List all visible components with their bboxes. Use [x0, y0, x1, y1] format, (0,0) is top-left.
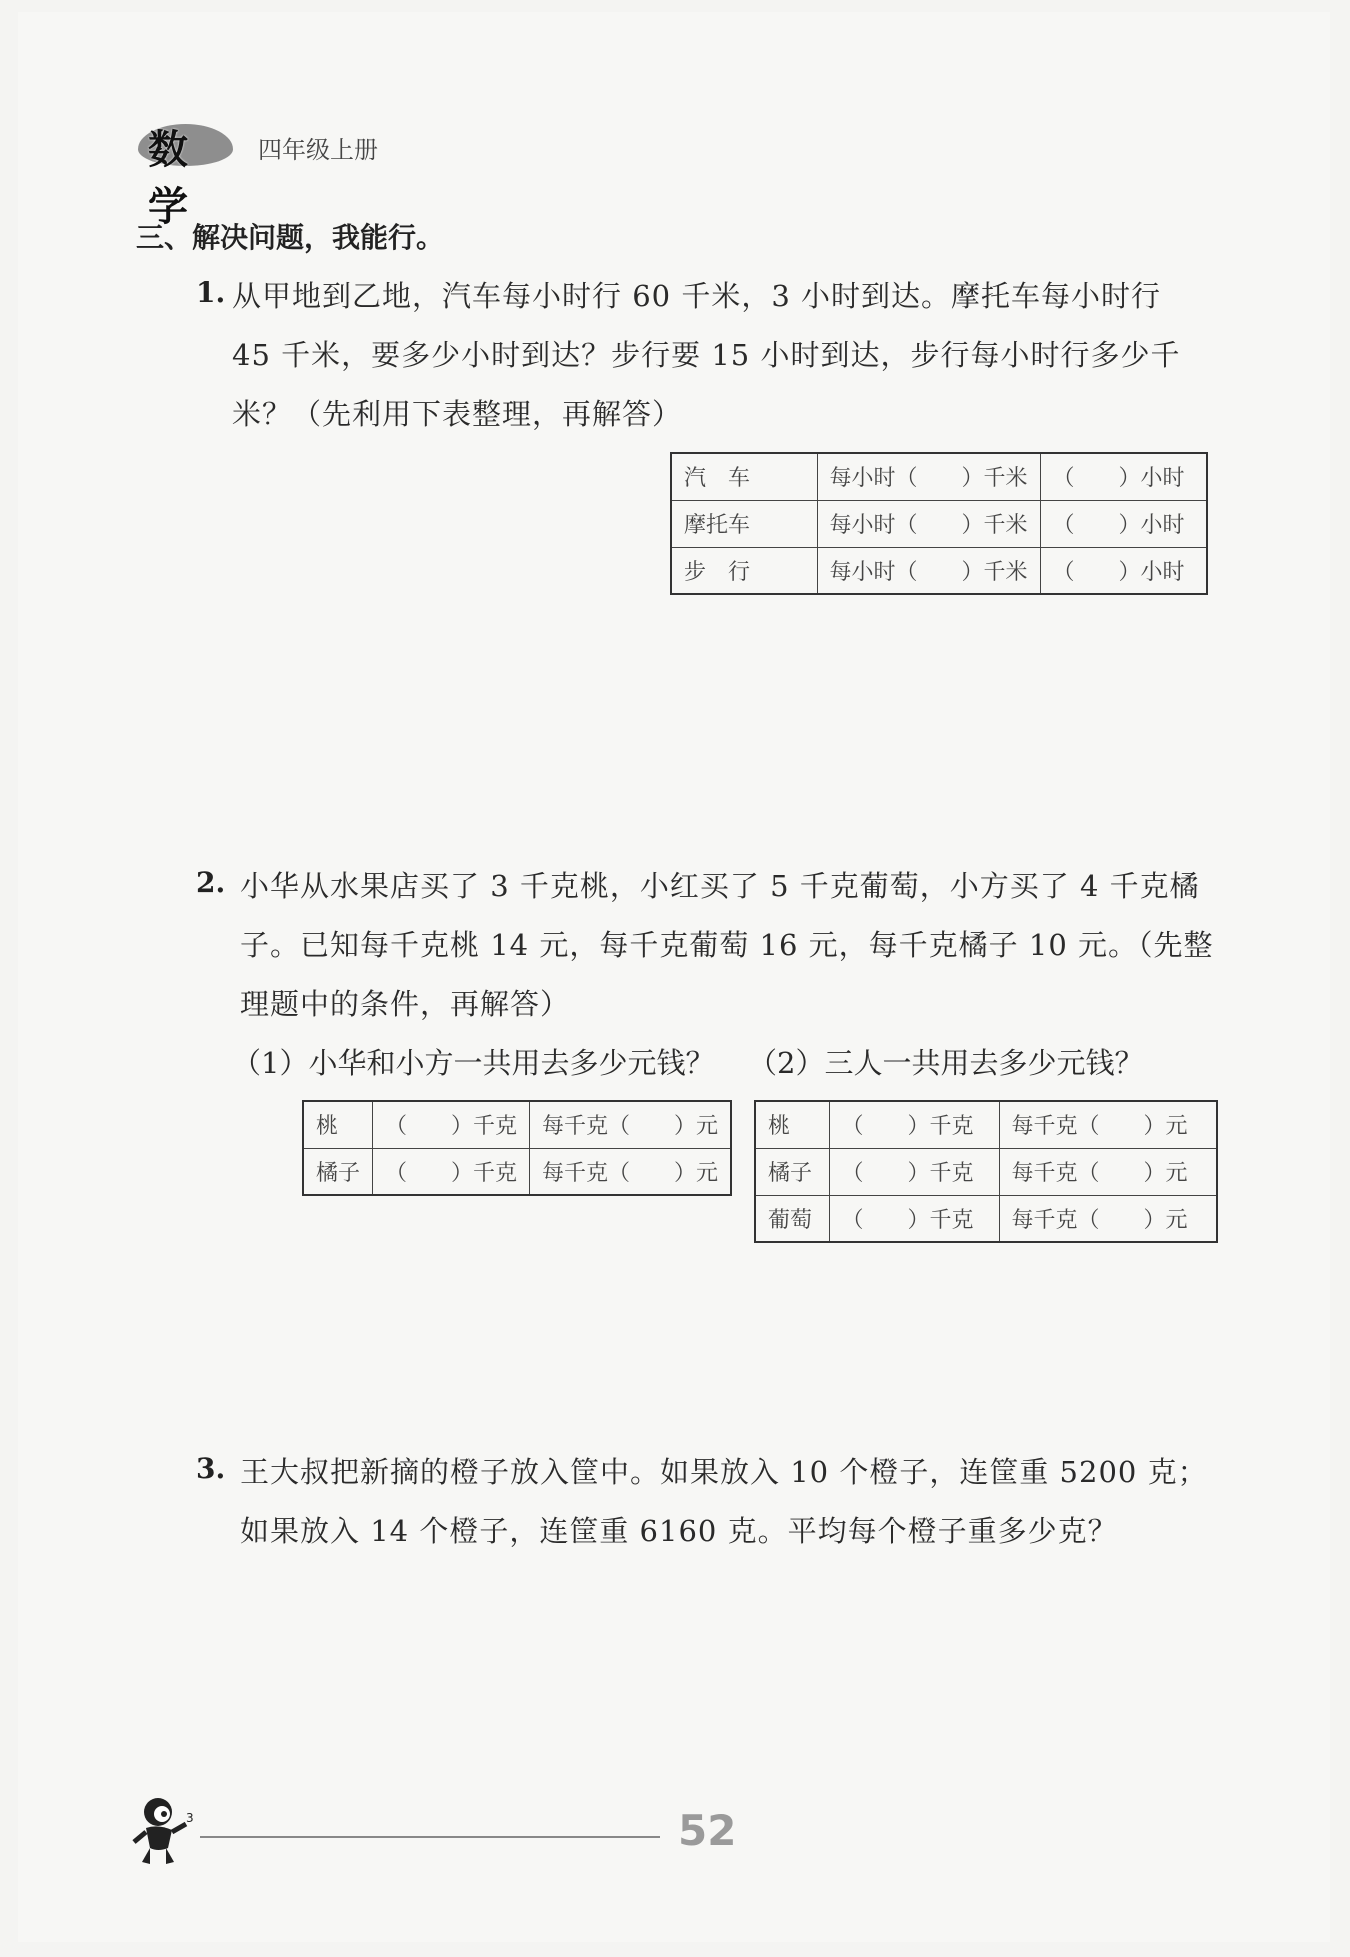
question-2-table-1 — [302, 1100, 732, 1196]
svg-text:3: 3 — [186, 1811, 194, 1825]
question-1-number: 1. — [196, 276, 226, 309]
question-1-table — [670, 452, 1208, 595]
table-cell: 每千克（ ）元 — [999, 1195, 1217, 1242]
table-row — [755, 1148, 1217, 1195]
table-cell: 每千克（ ）元 — [999, 1101, 1217, 1148]
question-2-table-2 — [754, 1100, 1218, 1243]
question-2-sub-1: （1）小华和小方一共用去多少元钱？ — [232, 1046, 715, 1080]
question-2-line-3: 理题中的条件，再解答） — [240, 987, 571, 1021]
table-cell: 每千克（ ）元 — [530, 1101, 732, 1148]
footer-rule — [200, 1836, 660, 1838]
table-row — [755, 1195, 1217, 1242]
table-cell: 每小时（ ）千米 — [817, 453, 1040, 500]
question-1-line-1: 从甲地到乙地，汽车每小时行 60 千米，3 小时到达。摩托车每小时行 — [232, 279, 1162, 313]
question-2-line-2: 子。已知每千克桃 14 元，每千克葡萄 16 元，每千克橘子 10 元。（先整 — [240, 928, 1214, 962]
table-cell: 桃 — [303, 1101, 373, 1148]
table-cell: （ ）小时 — [1040, 500, 1207, 547]
question-2-number: 2. — [196, 866, 226, 899]
question-2-sub-2: （2）三人一共用去多少元钱？ — [748, 1046, 1144, 1080]
grade-label: 四年级上册 — [258, 136, 378, 164]
table-cell: 汽 车 — [671, 453, 817, 500]
question-1-line-3: 米？（先利用下表整理，再解答） — [232, 397, 683, 431]
question-1-line-2: 45 千米，要多少小时到达？步行要 15 小时到达，步行每小时行多少千 — [232, 338, 1181, 372]
mascot-icon — [128, 1790, 198, 1870]
table-row — [671, 500, 1207, 547]
table-cell: 摩托车 — [671, 500, 817, 547]
table-row — [303, 1101, 731, 1148]
table-row — [671, 453, 1207, 500]
table-cell: （ ）千克 — [829, 1101, 999, 1148]
page-number: 52 — [678, 1806, 737, 1855]
table-row — [303, 1148, 731, 1195]
table-cell: 每小时（ ）千米 — [817, 547, 1040, 594]
table-cell: （ ）小时 — [1040, 453, 1207, 500]
table-row — [755, 1101, 1217, 1148]
section-title: 三、解决问题，我能行。 — [136, 221, 445, 254]
question-3-line-1: 王大叔把新摘的橙子放入筐中。如果放入 10 个橙子，连筐重 5200 克； — [240, 1455, 1208, 1489]
table-cell: 桃 — [755, 1101, 829, 1148]
question-2-line-1: 小华从水果店买了 3 千克桃，小红买了 5 千克葡萄，小方买了 4 千克橘 — [240, 869, 1200, 903]
subject-title: 数学 — [148, 127, 192, 230]
table-cell: （ ）千克 — [373, 1148, 530, 1195]
table-cell: 橘子 — [303, 1148, 373, 1195]
table-cell: 每小时（ ）千米 — [817, 500, 1040, 547]
question-3-line-2: 如果放入 14 个橙子，连筐重 6160 克。平均每个橙子重多少克？ — [240, 1514, 1118, 1548]
table-cell: 橘子 — [755, 1148, 829, 1195]
table-cell: （ ）千克 — [373, 1101, 530, 1148]
question-3-number: 3. — [196, 1452, 226, 1485]
table-cell: 每千克（ ）元 — [999, 1148, 1217, 1195]
table-cell: （ ）千克 — [829, 1148, 999, 1195]
table-row — [671, 547, 1207, 594]
table-cell: （ ）小时 — [1040, 547, 1207, 594]
table-cell: （ ）千克 — [829, 1195, 999, 1242]
table-cell: 葡萄 — [755, 1195, 829, 1242]
table-cell: 每千克（ ）元 — [530, 1148, 732, 1195]
table-cell: 步 行 — [671, 547, 817, 594]
